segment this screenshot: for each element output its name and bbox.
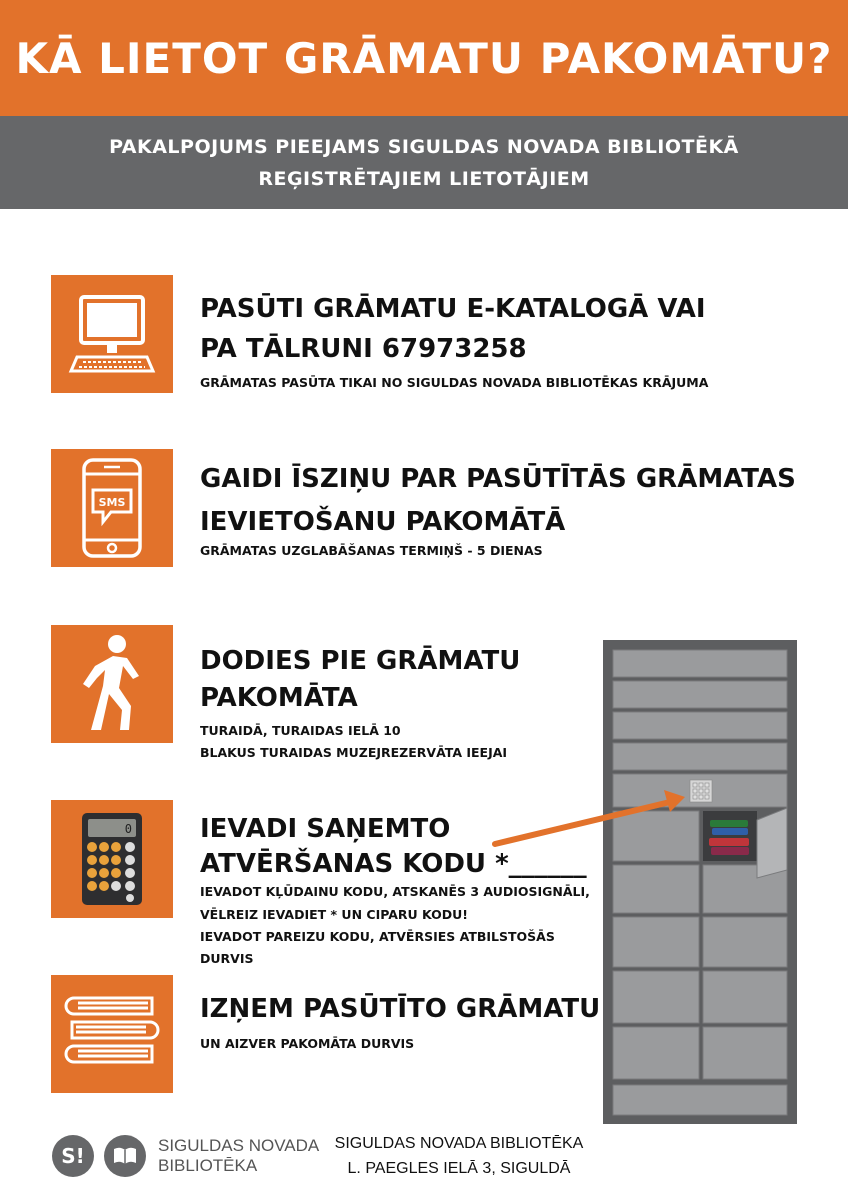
calculator-display-value: 0 [124, 822, 132, 836]
locker-door [703, 917, 787, 967]
step-1-note: GRĀMATAS PASŪTA TIKAI NO SIGULDAS NOVADA BIBLIOTĒKAS KRĀJUMA [200, 375, 709, 390]
step-4-title-line-2: ATVĒRŠANAS KODU *______ [200, 849, 587, 879]
calculator-icon [80, 811, 144, 907]
locker-door [703, 971, 787, 1023]
locker-door [613, 650, 787, 677]
step-4-note-1: IEVADOT KĻŪDAINU KODU, ATSKANĒS 3 AUDIOSIGNĀLI, [200, 884, 590, 899]
step-2-note: GRĀMATAS UZGLABĀŠANAS TERMIŅŠ - 5 DIENAS [200, 543, 543, 558]
step-4-note-3: IEVADOT PAREIZU KODU, ATVĒRSIES ATBILSTOŠĀS [200, 929, 555, 944]
address-line-2: L. PAEGLES IELĀ 3, SIGULDĀ [347, 1160, 571, 1177]
locker-door [613, 712, 787, 739]
book-stack-icon [64, 992, 160, 1076]
step-2-title-line-1: GAIDI ĪSZIŅU PAR PASŪTĪTĀS GRĀMATAS [200, 464, 796, 494]
walking-person-icon [67, 632, 157, 736]
step-5-title-line-1: IZŅEM PASŪTĪTO GRĀMATU [200, 994, 601, 1024]
logo-text-line-1: SIGULDAS NOVADA [158, 1136, 320, 1155]
step-5-note: UN AIZVER PAKOMĀTA DURVIS [200, 1036, 415, 1051]
locker-door [613, 917, 699, 967]
locker-illustration [480, 630, 840, 1130]
step-4-note-2: VĒLREIZ IEVADIET * UN CIPARU KODU! [200, 907, 469, 922]
step-1-icon-box [51, 275, 173, 393]
step-3-note-2: BLAKUS TURAIDAS MUZEJREZERVĀTA IEEJAI [200, 745, 508, 760]
step-4-icon-box [51, 800, 173, 918]
sms-phone-icon [67, 456, 157, 560]
footer-address [334, 1131, 584, 1181]
sms-label: SMS [98, 496, 126, 509]
subtitle-banner [0, 116, 848, 209]
page-title: KĀ LIETOT GRĀMATU PAKOMĀTU? [15, 33, 833, 83]
step-1-title-line-1: PASŪTI GRĀMATU E-KATALOGĀ VAI [200, 294, 706, 324]
step-4-note-4: DURVIS [200, 951, 254, 966]
locker-door [613, 1027, 699, 1079]
step-3-note-1: TURAIDĀ, TURAIDAS IELĀ 10 [200, 723, 401, 738]
step-1-title-line-2: PA TĀLRUNI 67973258 [200, 334, 527, 364]
locker-door [703, 1027, 787, 1079]
subtitle-line-1: PAKALPOJUMS PIEEJAMS SIGULDAS NOVADA BIBLIOTĒKĀ [109, 135, 739, 158]
computer-icon [67, 289, 157, 379]
title-banner [0, 0, 848, 116]
step-3-icon-box [51, 625, 173, 743]
step-3-title-line-2: PAKOMĀTA [200, 683, 358, 713]
locker-door [613, 811, 699, 861]
address-line-1: SIGULDAS NOVADA BIBLIOTĒKA [334, 1135, 584, 1152]
logo-text-line-2: BIBLIOTĒKA [158, 1156, 258, 1175]
step-5-icon-box [51, 975, 173, 1093]
subtitle-line-2: REĢISTRĒTAJIEM LIETOTĀJIEM [258, 167, 590, 190]
open-book-icon [104, 1135, 146, 1177]
locker-door [613, 865, 699, 913]
open-door [757, 808, 787, 878]
logo-text [158, 1136, 319, 1176]
locker-door [613, 971, 699, 1023]
step-2-title-line-2: IEVIETOŠANU PAKOMĀTĀ [200, 507, 566, 537]
logo-badge: S! [52, 1135, 94, 1177]
step-3-title-line-1: DODIES PIE GRĀMATU [200, 646, 521, 676]
step-4-title-line-1: IEVADI SAŅEMTO [200, 814, 451, 844]
step-2-icon-box [51, 449, 173, 567]
library-logo [52, 1135, 319, 1177]
locker-door [613, 681, 787, 708]
keypad-icon [690, 780, 712, 802]
locker-door [613, 1085, 787, 1115]
locker-door [613, 743, 787, 770]
